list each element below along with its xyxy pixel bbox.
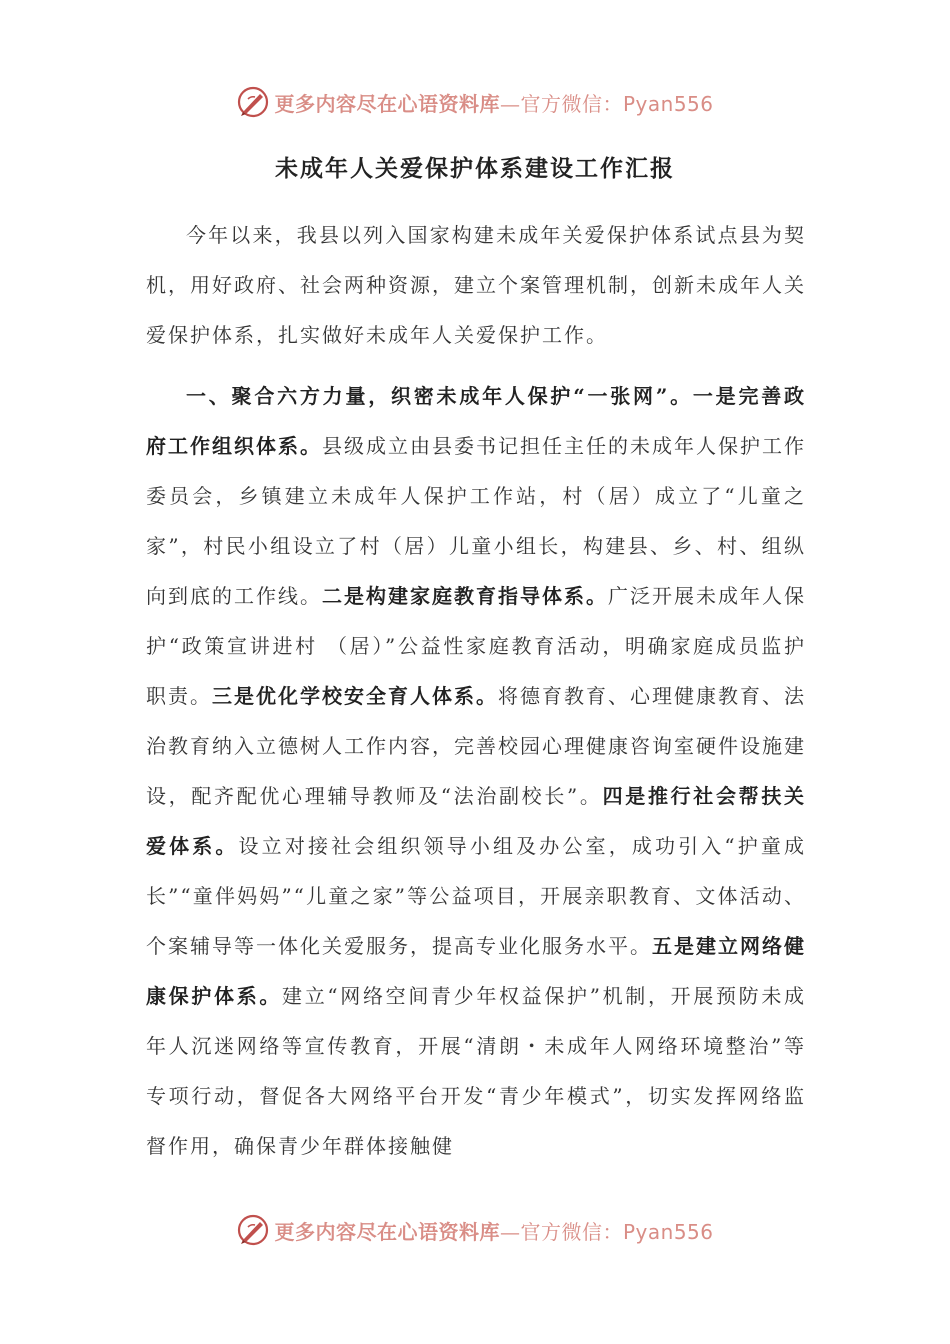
watermark-label: 更多内容尽在心语资料库 [274, 1219, 500, 1244]
watermark-contact: 官方微信： [520, 91, 623, 116]
watermark-footer [0, 1210, 950, 1250]
watermark-header [0, 82, 950, 122]
section-1-paragraph [146, 371, 806, 1171]
point-3-title: 三是优化学校安全育人体系。 [212, 684, 498, 708]
point-3-text: 将德育教育、心理健康教育、法治教育纳入立德树人工作内容，完善校园心理健康咨询室硬件设施建设，配齐配优心理辅导教师及“法治副校长”。 [146, 684, 806, 808]
watermark-separator: — [499, 91, 521, 116]
pen-logo-icon [236, 85, 270, 119]
watermark-wechat-id: Pyan556 [622, 91, 714, 116]
section-1-heading: 一、聚合六方力量，织密未成年人保护“一张网”。 [186, 384, 693, 408]
watermark-contact: 官方微信： [520, 1219, 623, 1244]
intro-paragraph: 今年以来，我县以列入国家构建未成年关爱保护体系试点县为契机，用好政府、社会两种资源，建立个案管理机制，创新未成年人关爱保护体系，扎实做好未成年人关爱保护工作。 [146, 223, 806, 347]
watermark-label: 更多内容尽在心语资料库 [274, 91, 500, 116]
point-4-text: 设立对接社会组织领导小组及办公室，成功引入“护童成长”“童伴妈妈”“儿童之家”等公益项目，开展亲职教育、文体活动、个案辅导等一体化关爱服务，提高专业化服务水平。 [146, 834, 806, 958]
point-5-title: 五是建立网络健康保护体系。 [146, 934, 806, 1008]
document-title: 未成年人关爱保护体系建设工作汇报 [275, 155, 675, 182]
point-2-title: 二是构建家庭教育指导体系。 [322, 584, 608, 608]
pen-logo-icon [236, 1213, 270, 1247]
point-1-text: 县级成立由县委书记担任主任的未成年人保护工作委员会，乡镇建立未成年人保护工作站，村（居）成立了“儿童之家”，村民小组设立了村（居）儿童小组长，构建县、乡、村、组纵向到底的工作线。 [146, 434, 806, 608]
watermark-separator: — [499, 1219, 521, 1244]
point-2-text: 广泛开展未成年人保护“政策宣讲进村 （居）”公益性家庭教育活动，明确家庭成员监护职责。 [146, 584, 806, 708]
point-5-text: 建立“网络空间青少年权益保护”机制，开展预防未成年人沉迷网络等宣传教育，开展“清朗・未成年人网络环境整治”等专项行动，督促各大网络平台开发“青少年模式”，切实发挥网络监督作用，确保青少年群体接触健 [146, 984, 806, 1158]
point-1-title: 一是完善政府工作组织体系。 [146, 384, 806, 458]
point-4-title: 四是推行社会帮扶关爱体系。 [146, 784, 807, 858]
watermark-wechat-id: Pyan556 [622, 1219, 714, 1244]
